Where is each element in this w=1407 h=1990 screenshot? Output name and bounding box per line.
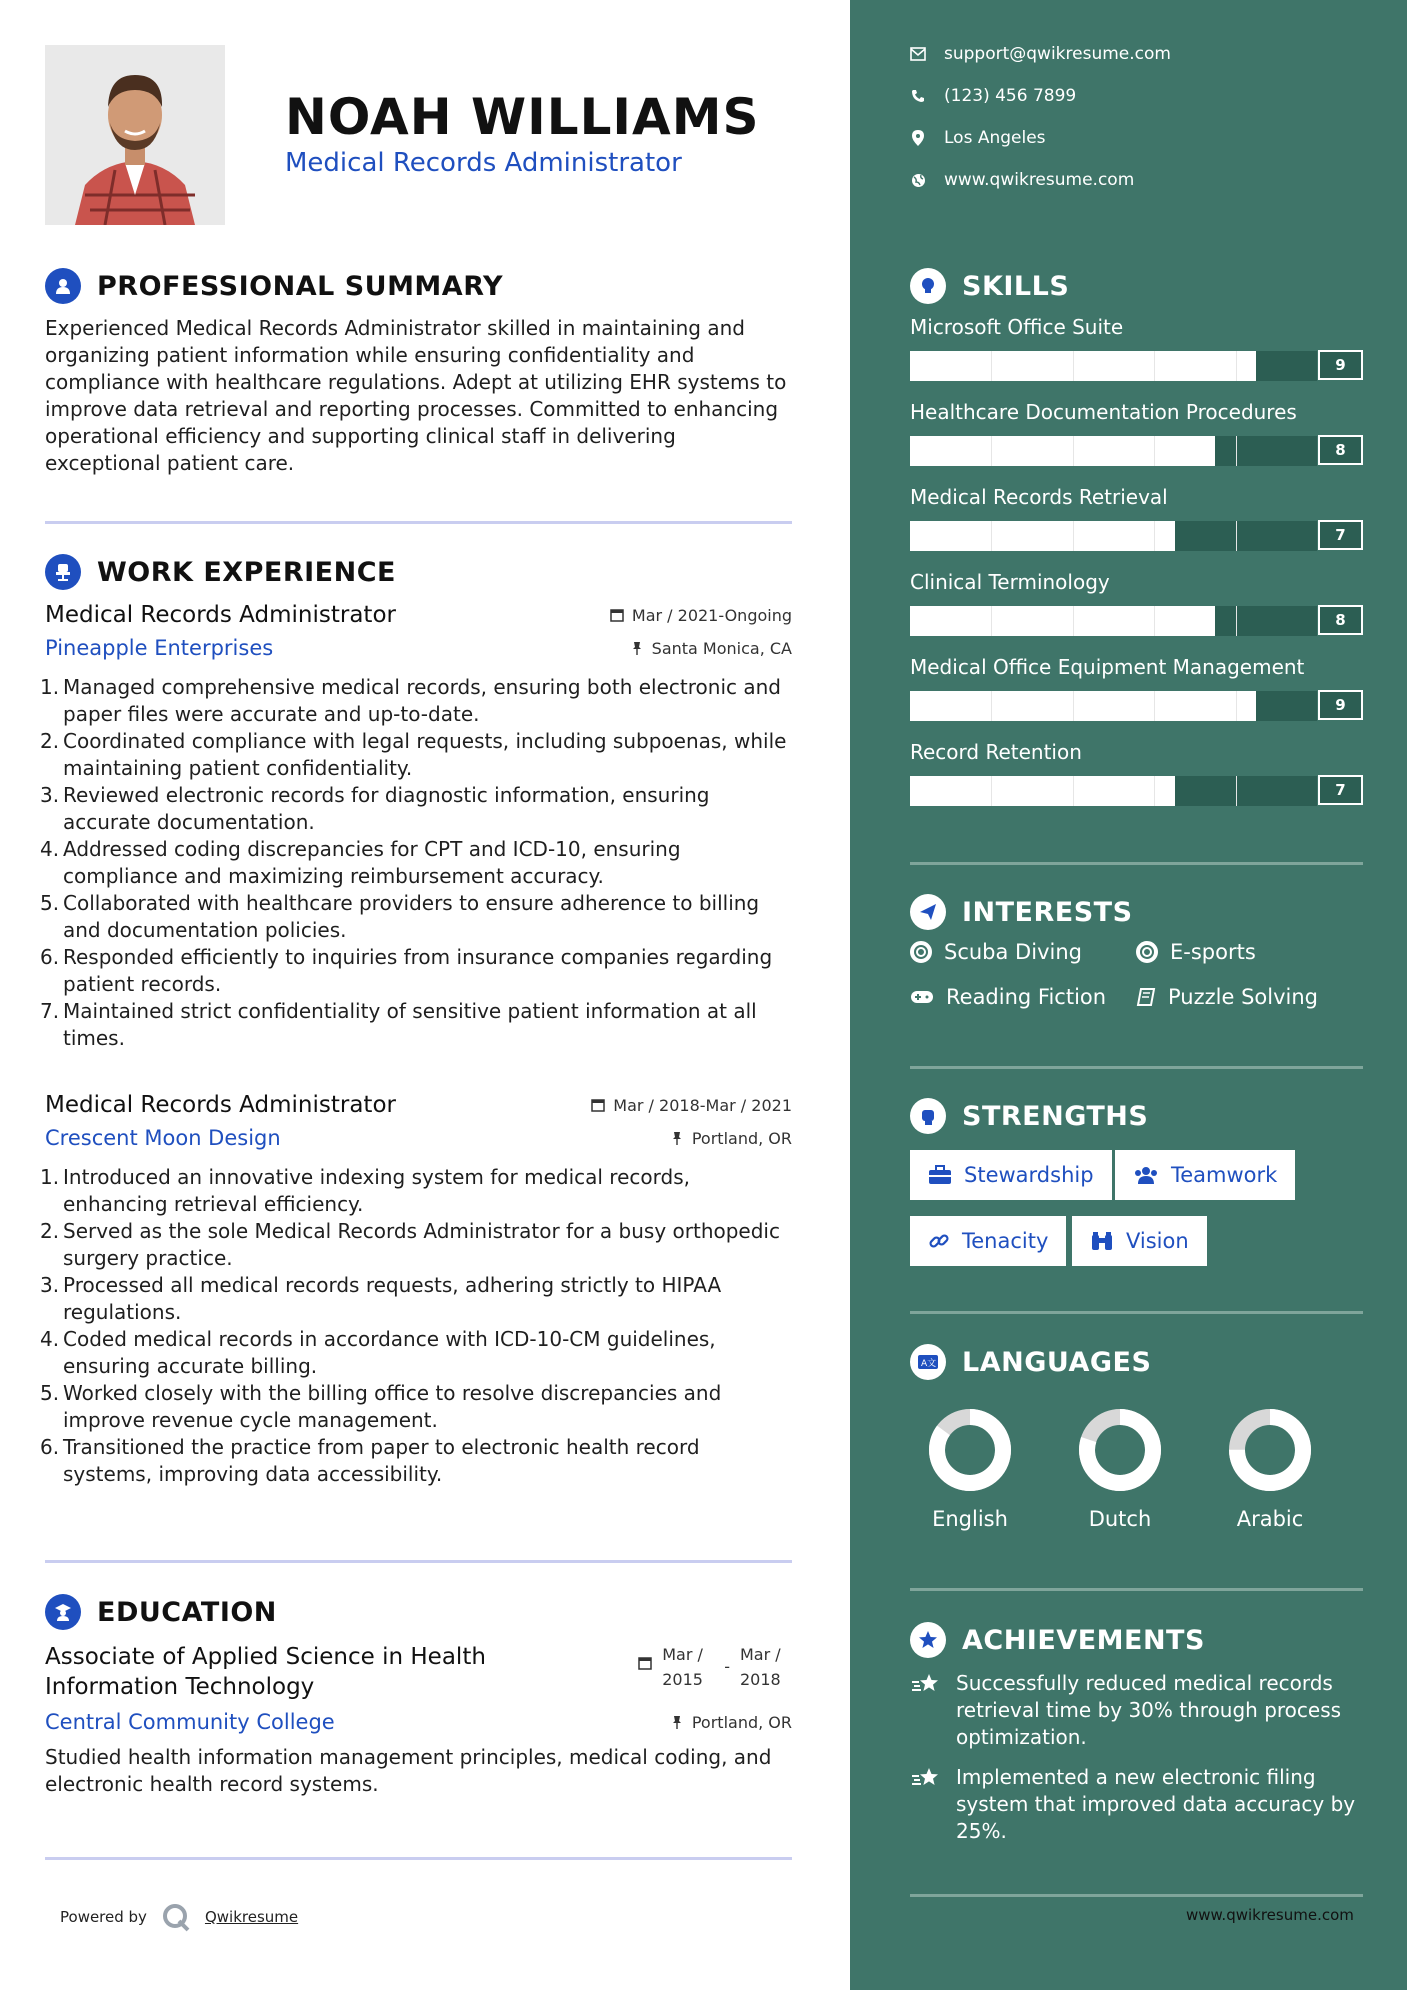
job-bullet [40,944,792,998]
skill-bar [910,606,1346,636]
job-title: Medical Records Administrator [45,1092,396,1118]
skill-bar [910,691,1346,721]
strengths-heading [910,1098,1148,1134]
job-dates-text: Mar / 2018-Mar / 2021 [613,1095,792,1115]
office-chair-icon [45,554,81,590]
skill-bar-tick [1236,521,1237,551]
strength-label: Teamwork [1171,1163,1278,1187]
interest-label: Scuba Diving [944,940,1082,964]
skill-bar-tick [1154,351,1155,381]
phone-icon [910,88,926,104]
divider [910,1894,1363,1897]
job-entry [40,1092,792,1488]
summary-title: PROFESSIONAL SUMMARY [97,270,504,302]
skill-item [910,740,1363,806]
skill-item [910,400,1363,466]
strength-badge [1072,1216,1207,1266]
education-end: Mar / 2018 [740,1645,781,1689]
skill-name: Clinical Terminology [910,570,1110,594]
skill-name: Medical Records Retrieval [910,485,1168,509]
pin-icon [670,1131,684,1145]
lightbulb-icon [910,268,946,304]
job-location [670,1129,792,1148]
book-icon [1136,987,1156,1007]
interests-heading [910,894,1133,930]
achievement-text: Successfully reduced medical records retrieval time by 30% through process optimization. [956,1671,1342,1749]
interest-label: Puzzle Solving [1168,985,1318,1009]
language-name: Dutch [1088,1507,1152,1531]
education-location [670,1713,792,1732]
language-item [1220,1405,1320,1531]
job-bullet [40,782,792,836]
skill-bar-tick [1073,436,1074,466]
candidate-title: Medical Records Administrator [285,148,682,178]
life-ring-icon [1136,941,1158,963]
interest-label: Reading Fiction [946,985,1107,1009]
skill-bar-tick [1236,776,1237,806]
bullet-number: 4. [40,1327,60,1351]
skill-name: Healthcare Documentation Procedures [910,400,1297,424]
achievement-item [910,1764,1363,1845]
interest-item [1136,985,1318,1009]
achievements-title: ACHIEVEMENTS [962,1624,1205,1656]
user-icon [45,268,81,304]
strength-badge [1115,1150,1295,1200]
contact-phone[interactable] [910,86,1076,106]
skill-bar-tick [1154,776,1155,806]
skill-bar-tick [1154,436,1155,466]
bullet-number: 4. [40,837,60,861]
website-text: www.qwikresume.com [944,170,1135,190]
job-dates [591,1096,792,1115]
bullet-text: Worked closely with the billing office to resolve discrepancies and improve revenue cycle management. [63,1381,722,1432]
skill-score: 7 [1318,775,1363,805]
skill-bar-tick [991,691,992,721]
skill-bar-fill [910,521,1175,551]
location-text: Los Angeles [944,128,1046,148]
bullet-text: Introduced an innovative indexing system for medical records, enhancing retrieval efficiency. [63,1165,690,1216]
envelope-icon [910,46,926,62]
job-title: Medical Records Administrator [45,602,396,628]
divider [45,1560,792,1563]
bullet-text: Coded medical records in accordance with ICD-10-CM guidelines, ensuring accurate billing. [63,1327,716,1378]
languages-heading [910,1344,1151,1380]
skill-bar-tick [1073,606,1074,636]
job-bullet [40,1164,792,1218]
strength-badge [910,1216,1066,1266]
skill-bar-tick [1236,606,1237,636]
skill-bar-fill [910,606,1215,636]
profile-photo [45,45,225,225]
language-icon [910,1344,946,1380]
bullet-number: 6. [40,1435,60,1459]
brand-link[interactable]: Qwikresume [204,1908,299,1926]
achievement-item [910,1670,1363,1751]
language-item [920,1405,1020,1531]
skill-bar-tick [1154,606,1155,636]
language-name: Arabic [1236,1507,1304,1531]
email-text: support@qwikresume.com [944,44,1171,64]
interests-title: INTERESTS [962,896,1133,928]
gamepad-icon [910,988,934,1006]
job-location [630,639,792,658]
pin-icon [670,1715,684,1729]
work-title: WORK EXPERIENCE [97,556,396,588]
skill-bar-tick [991,776,992,806]
education-description: Studied health information management principles, medical coding, and electronic health record systems. [45,1745,772,1796]
bullet-text: Maintained strict confidentiality of sensitive patient information at all times. [63,999,757,1050]
education-heading [45,1594,277,1630]
education-location-text: Portland, OR [691,1712,792,1732]
job-bullet [40,674,792,728]
bullet-text: Transitioned the practice from paper to electronic health record systems, improving data accessibility. [63,1435,700,1486]
achievements-heading [910,1622,1205,1658]
bullet-text: Processed all medical records requests, adhering strictly to HIPAA regulations. [63,1273,722,1324]
location-icon [910,130,926,146]
strength-label: Stewardship [964,1163,1094,1187]
skill-bar-tick [1236,691,1237,721]
qwikresume-logo-icon [161,1902,191,1932]
skill-bar-fill [910,351,1256,381]
bullet-number: 6. [40,945,60,969]
bullet-text: Addressed coding discrepancies for CPT and ICD-10, ensuring compliance and maximizing reimbursement accuracy. [63,837,681,888]
candidate-name: NOAH WILLIAMS [285,88,760,146]
bullet-number: 2. [40,729,60,753]
education-entry [45,1642,792,1798]
job-bullet [40,728,792,782]
bullet-number: 2. [40,1219,60,1243]
shooting-star-icon [910,1672,942,1698]
language-donut [925,1405,1015,1495]
summary-heading [45,268,503,304]
skill-item [910,655,1363,721]
pin-icon [630,641,644,655]
bullet-text: Managed comprehensive medical records, ensuring both electronic and paper files were accurate and up-to-date. [63,675,781,726]
skill-bar [910,351,1346,381]
skills-title: SKILLS [962,270,1070,302]
interest-label: E-sports [1170,940,1256,964]
interest-item [910,940,1082,964]
skills-heading [910,268,1069,304]
strength-badge [910,1150,1112,1200]
summary-text: Experienced Medical Records Administrator skilled in maintaining and organizing patient information while ensuring confidentiality and compliance with healthcare regulations. Adept at utilizing EHR systems to improve data retrieval and reporting processes. Committed to enhancing operational efficiency and supporting clinical staff in delivering exceptional patient care. [45,316,787,475]
calendar-icon [591,1098,605,1112]
bullet-text: Responded efficiently to inquiries from insurance companies regarding patient records. [63,945,773,996]
skill-item [910,485,1363,551]
bullet-number: 5. [40,891,60,915]
job-bullet [40,1218,792,1272]
divider [910,1588,1363,1591]
strengths-title: STRENGTHS [962,1100,1149,1132]
skill-score: 8 [1318,605,1363,635]
job-location-text: Portland, OR [691,1128,792,1148]
skill-bar-tick [1154,691,1155,721]
education-start: Mar / 2015 [662,1645,703,1689]
bullet-number: 1. [40,675,60,699]
skill-bar-tick [1154,521,1155,551]
job-dates [610,606,792,625]
globe-icon [910,172,926,188]
skill-bar-tick [1073,351,1074,381]
paper-plane-icon [910,894,946,930]
bullet-number: 5. [40,1381,60,1405]
job-bullet [40,1326,792,1380]
skill-score: 7 [1318,520,1363,550]
divider [910,1066,1363,1069]
bullet-number: 3. [40,1273,60,1297]
skill-bar-tick [1073,776,1074,806]
star-icon [910,1622,946,1658]
phone-text: (123) 456 7899 [944,86,1077,106]
calendar-icon [638,1656,652,1670]
skill-item [910,570,1363,636]
degree-title: Associate of Applied Science in Health Information Technology [45,1644,486,1700]
job-company: Pineapple Enterprises [45,636,274,660]
job-bullet [40,836,792,890]
job-bullets [40,674,792,1052]
skill-name: Microsoft Office Suite [910,315,1124,339]
binoculars-icon [1090,1231,1114,1251]
language-item [1070,1405,1170,1531]
education-title: EDUCATION [97,1596,277,1628]
bullet-text: Reviewed electronic records for diagnostic information, ensuring accurate documentation. [63,783,710,834]
achievement-text: Implemented a new electronic filing system that improved data accuracy by 25%. [956,1765,1356,1843]
fist-icon [910,1098,946,1134]
skill-bar-fill [910,776,1175,806]
skill-score: 9 [1318,690,1363,720]
skill-bar-tick [991,521,992,551]
strength-label: Vision [1126,1229,1189,1253]
powered-by [60,1902,298,1932]
bullet-text: Served as the sole Medical Records Administrator for a busy orthopedic surgery practice. [63,1219,780,1270]
bullet-number: 1. [40,1165,60,1189]
skill-name: Record Retention [910,740,1082,764]
divider [910,1311,1363,1314]
job-dates-text: Mar / 2021-Ongoing [631,605,792,625]
skill-name: Medical Office Equipment Management [910,655,1305,679]
skill-bar [910,776,1346,806]
job-location-text: Santa Monica, CA [651,638,792,658]
work-heading [45,554,396,590]
job-bullet [40,1380,792,1434]
skill-score: 9 [1318,350,1363,380]
bullet-text: Coordinated compliance with legal requests, including subpoenas, while maintaining patient confidentiality. [63,729,787,780]
language-donut [1225,1405,1315,1495]
contact-location [910,128,1046,148]
life-ring-icon [910,941,932,963]
school-name: Central Community College [45,1710,335,1734]
interest-item [910,985,1106,1009]
job-bullet [40,998,792,1052]
skill-bar [910,436,1346,466]
users-icon [1133,1165,1159,1185]
bullet-number: 7. [40,999,60,1023]
calendar-icon [610,608,624,622]
briefcase-icon [928,1165,952,1185]
skill-bar-tick [991,436,992,466]
powered-by-label: Powered by [60,1908,147,1926]
education-dates: Mar / 2015 - Mar / 2018 [638,1642,792,1692]
skill-bar-tick [1073,521,1074,551]
skill-bar-fill [910,436,1215,466]
shooting-star-icon [910,1766,942,1792]
footer-url[interactable]: www.qwikresume.com [1186,1906,1354,1924]
job-bullet [40,890,792,944]
bullet-text: Collaborated with healthcare providers to ensure adherence to billing and documentation policies. [63,891,760,942]
job-bullet [40,1272,792,1326]
contact-email[interactable] [910,44,1171,64]
interest-item [1136,940,1256,964]
link-icon [928,1230,950,1252]
strength-label: Tenacity [962,1229,1049,1253]
language-donut [1075,1405,1165,1495]
language-name: English [932,1507,1008,1531]
languages-title: LANGUAGES [962,1346,1152,1378]
skill-bar-tick [1236,351,1237,381]
contact-website[interactable] [910,170,1134,190]
skill-bar [910,521,1346,551]
divider [45,1857,792,1860]
job-entry [40,602,792,1052]
skill-bar-fill [910,691,1256,721]
skill-bar-tick [991,606,992,636]
job-bullets [40,1164,792,1488]
skill-bar-tick [991,351,992,381]
skill-bar-tick [1236,436,1237,466]
skill-score: 8 [1318,435,1363,465]
job-bullet [40,1434,792,1488]
divider [45,521,792,524]
divider [910,862,1363,865]
bullet-number: 3. [40,783,60,807]
skill-item [910,315,1363,381]
graduate-icon [45,1594,81,1630]
svg-text:A文: A文 [921,1359,937,1369]
job-company: Crescent Moon Design [45,1126,281,1150]
skill-bar-tick [1073,691,1074,721]
